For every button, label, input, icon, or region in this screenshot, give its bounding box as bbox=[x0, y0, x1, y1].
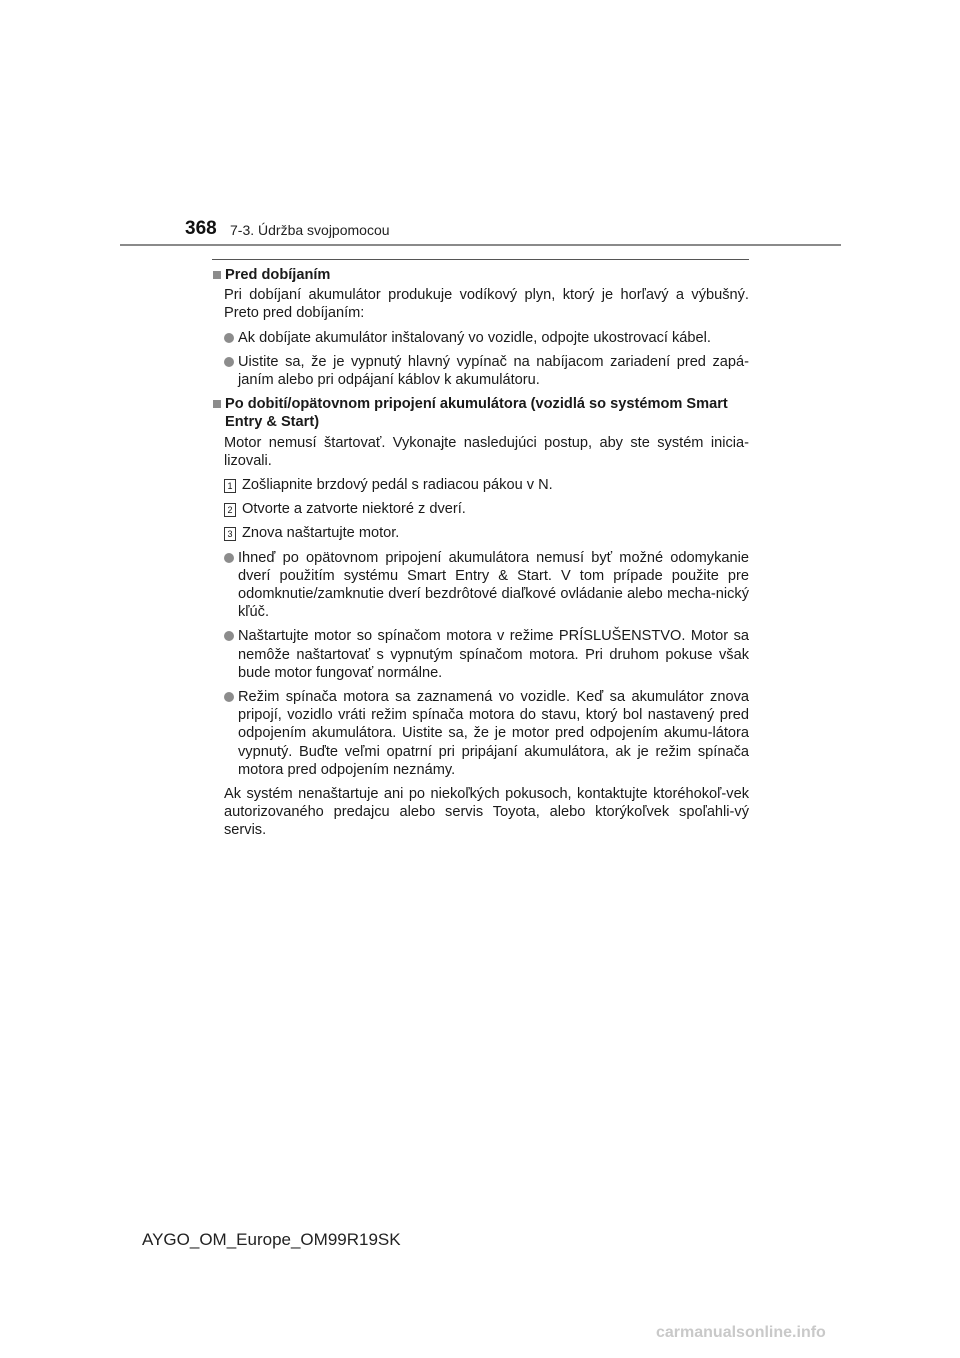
list-item bbox=[224, 627, 749, 682]
step-text: Otvorte a zatvorte niektoré z dverí. bbox=[242, 501, 466, 518]
section-heading-text: Po dobití/opätovnom pripojení akumulátora (vozidlá so systémom Smart Entry & Start) bbox=[225, 396, 728, 431]
step-item bbox=[224, 500, 749, 518]
list-item bbox=[224, 353, 749, 389]
step-number: 2 bbox=[224, 503, 236, 517]
square-bullet-icon bbox=[213, 400, 221, 408]
step-item bbox=[224, 476, 749, 494]
section-title: 7-3. Údržba svojpomocou bbox=[230, 222, 390, 238]
list-item-text: Uistite sa, že je vypnutý hlavný vypínač na nabíjacom zariadení pred zapá-janím alebo pri odpájaní káblov k akumulátoru. bbox=[238, 353, 749, 389]
list-item bbox=[224, 329, 749, 347]
section-paragraph: Pri dobíjaní akumulátor produkuje vodíkový plyn, ktorý je horľavý a výbušný. Preto pred dobíjaním: bbox=[224, 287, 749, 322]
section-heading bbox=[213, 266, 749, 284]
section-heading-text: Pred dobíjaním bbox=[225, 267, 331, 283]
list-item-text: Naštartujte motor so spínačom motora v režime PRÍSLUŠENSTVO. Motor sa nemôže naštartovať s vypnutým spínačom motora. Pri druhom pokuse však bude motor fungovať normálne. bbox=[238, 628, 749, 681]
content-divider bbox=[212, 259, 749, 260]
step-number: 1 bbox=[224, 479, 236, 493]
round-bullet-icon bbox=[224, 631, 234, 641]
header-divider bbox=[120, 244, 841, 246]
round-bullet-icon bbox=[224, 357, 234, 367]
step-text: Zošliapnite brzdový pedál s radiacou pákou v N. bbox=[242, 477, 553, 494]
page-number: 368 bbox=[185, 218, 217, 239]
list-item bbox=[224, 688, 749, 779]
round-bullet-icon bbox=[224, 692, 234, 702]
step-number: 3 bbox=[224, 527, 236, 541]
square-bullet-icon bbox=[213, 271, 221, 279]
list-item bbox=[224, 549, 749, 622]
list-item-text: Režim spínača motora sa zaznamená vo vozidle. Keď sa akumulátor znova pripojí, vozidlo vráti režim spínača motora do stavu, ktorý bol nastavený pred odpojením akumulátora. Uistite sa, že je motor pred odpojením akumu-látora vypnutý. Buďte veľmi opatrní pri pripájaní akumulátora, ak je režim spínača motora pred odpojením neznámy. bbox=[238, 689, 749, 778]
page-content bbox=[213, 266, 749, 846]
list-item-text: Ihneď po opätovnom pripojení akumulátora nemusí byť možné odomykanie dverí použitím systému Smart Entry & Start. V tom prípade použite pre odomknutie/zamknutie dverí bezdrôtové diaľkové ovládanie alebo mecha-nický kľúč. bbox=[238, 549, 749, 621]
section-heading bbox=[213, 395, 749, 431]
list-item-text: Ak dobíjate akumulátor inštalovaný vo vozidle, odpojte ukostrovací kábel. bbox=[238, 329, 711, 346]
step-item bbox=[224, 524, 749, 542]
closing-paragraph: Ak systém nenaštartuje ani po niekoľkých pokusoch, kontaktujte ktoréhokoľ-vek autorizovaného predajcu alebo servis Toyota, alebo ktorýkoľvek spoľahli-vý servis. bbox=[224, 786, 749, 839]
round-bullet-icon bbox=[224, 553, 234, 563]
document-id: AYGO_OM_Europe_OM99R19SK bbox=[142, 1230, 401, 1249]
watermark: carmanualsonline.info bbox=[656, 1324, 826, 1341]
section-paragraph: Motor nemusí štartovať. Vykonajte nasledujúci postup, aby ste systém inicia-lizovali. bbox=[224, 434, 749, 469]
round-bullet-icon bbox=[224, 333, 234, 343]
step-text: Znova naštartujte motor. bbox=[242, 525, 400, 542]
